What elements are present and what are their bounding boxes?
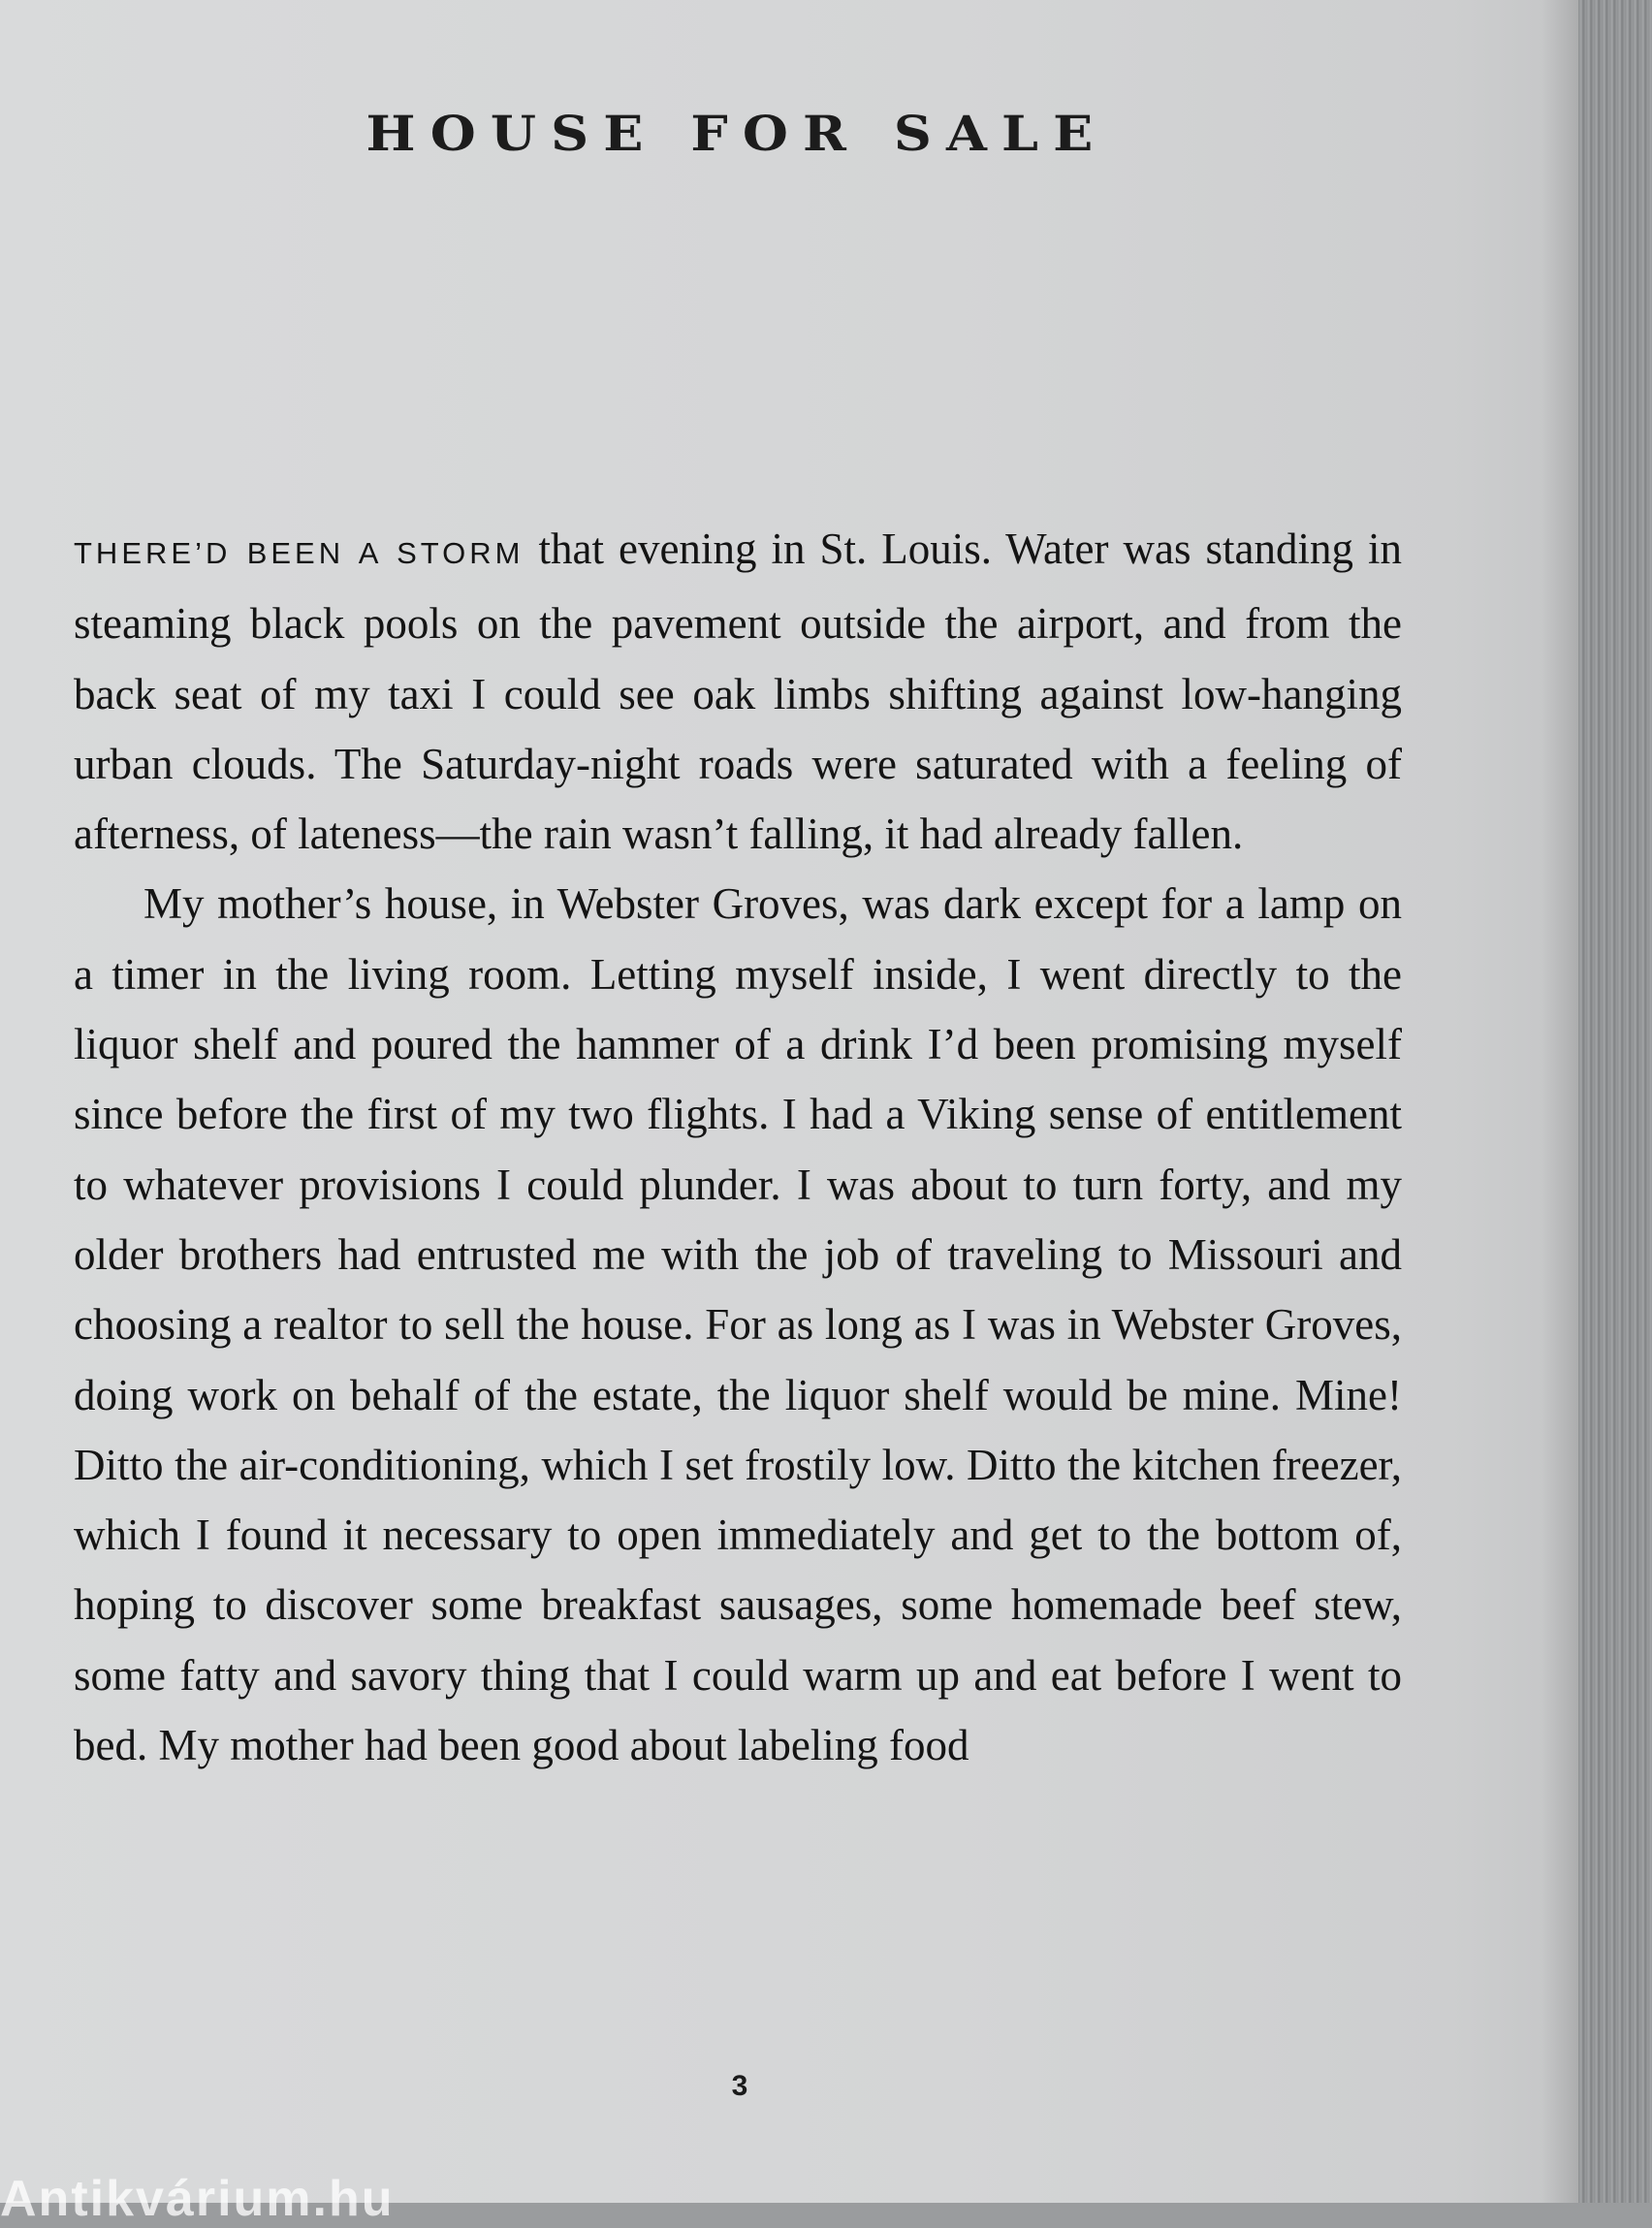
gutter-shadow xyxy=(1541,0,1578,2203)
chapter-title: HOUSE FOR SALE xyxy=(365,105,1108,162)
page-number: 3 xyxy=(731,2070,748,2102)
paragraph-1-text: that evening in St. Louis. Water was standing in steaming black pools on the pavement outside the airport, and from the back seat of my taxi I could see oak limbs shifting against low-hanging urban clouds. The Saturday-night roads were saturated with a feeling of afterness, of lateness—the rain wasn’t falling, it had already fallen. xyxy=(74,525,1402,859)
page-edges xyxy=(1578,0,1652,2203)
lead-in-smallcaps: THERE’D BEEN A STORM xyxy=(74,536,524,570)
body-text xyxy=(74,514,1402,1780)
paragraph-2: My mother’s house, in Webster Groves, was dark except for a lamp on a timer in the living room. Letting myself inside, I went directly to the liquor shelf and poured the hammer of a drink I’d been promising myself since before the first of my two flights. I had a Viking sense of entitlement to whatever provisions I could plunder. I was about to turn forty, and my older brothers had entrusted me with the job of traveling to Missouri and choosing a realtor to sell the house. For as long as I was in Webster Groves, doing work on behalf of the estate, the liquor shelf would be mine. Mine! Ditto the air-conditioning, which I set frostily low. Ditto the kitchen freezer, which I found it necessary to open immediately and get to the bottom of, hoping to discover some breakfast sausages, some homemade beef stew, some fatty and savory thing that I could warm up and eat before I went to bed. My mother had been good about labeling food xyxy=(74,879,1402,1770)
watermark: Antikvárium.hu xyxy=(0,2171,395,2227)
show-through-text xyxy=(60,0,1417,479)
paragraph-1 xyxy=(74,514,1402,869)
